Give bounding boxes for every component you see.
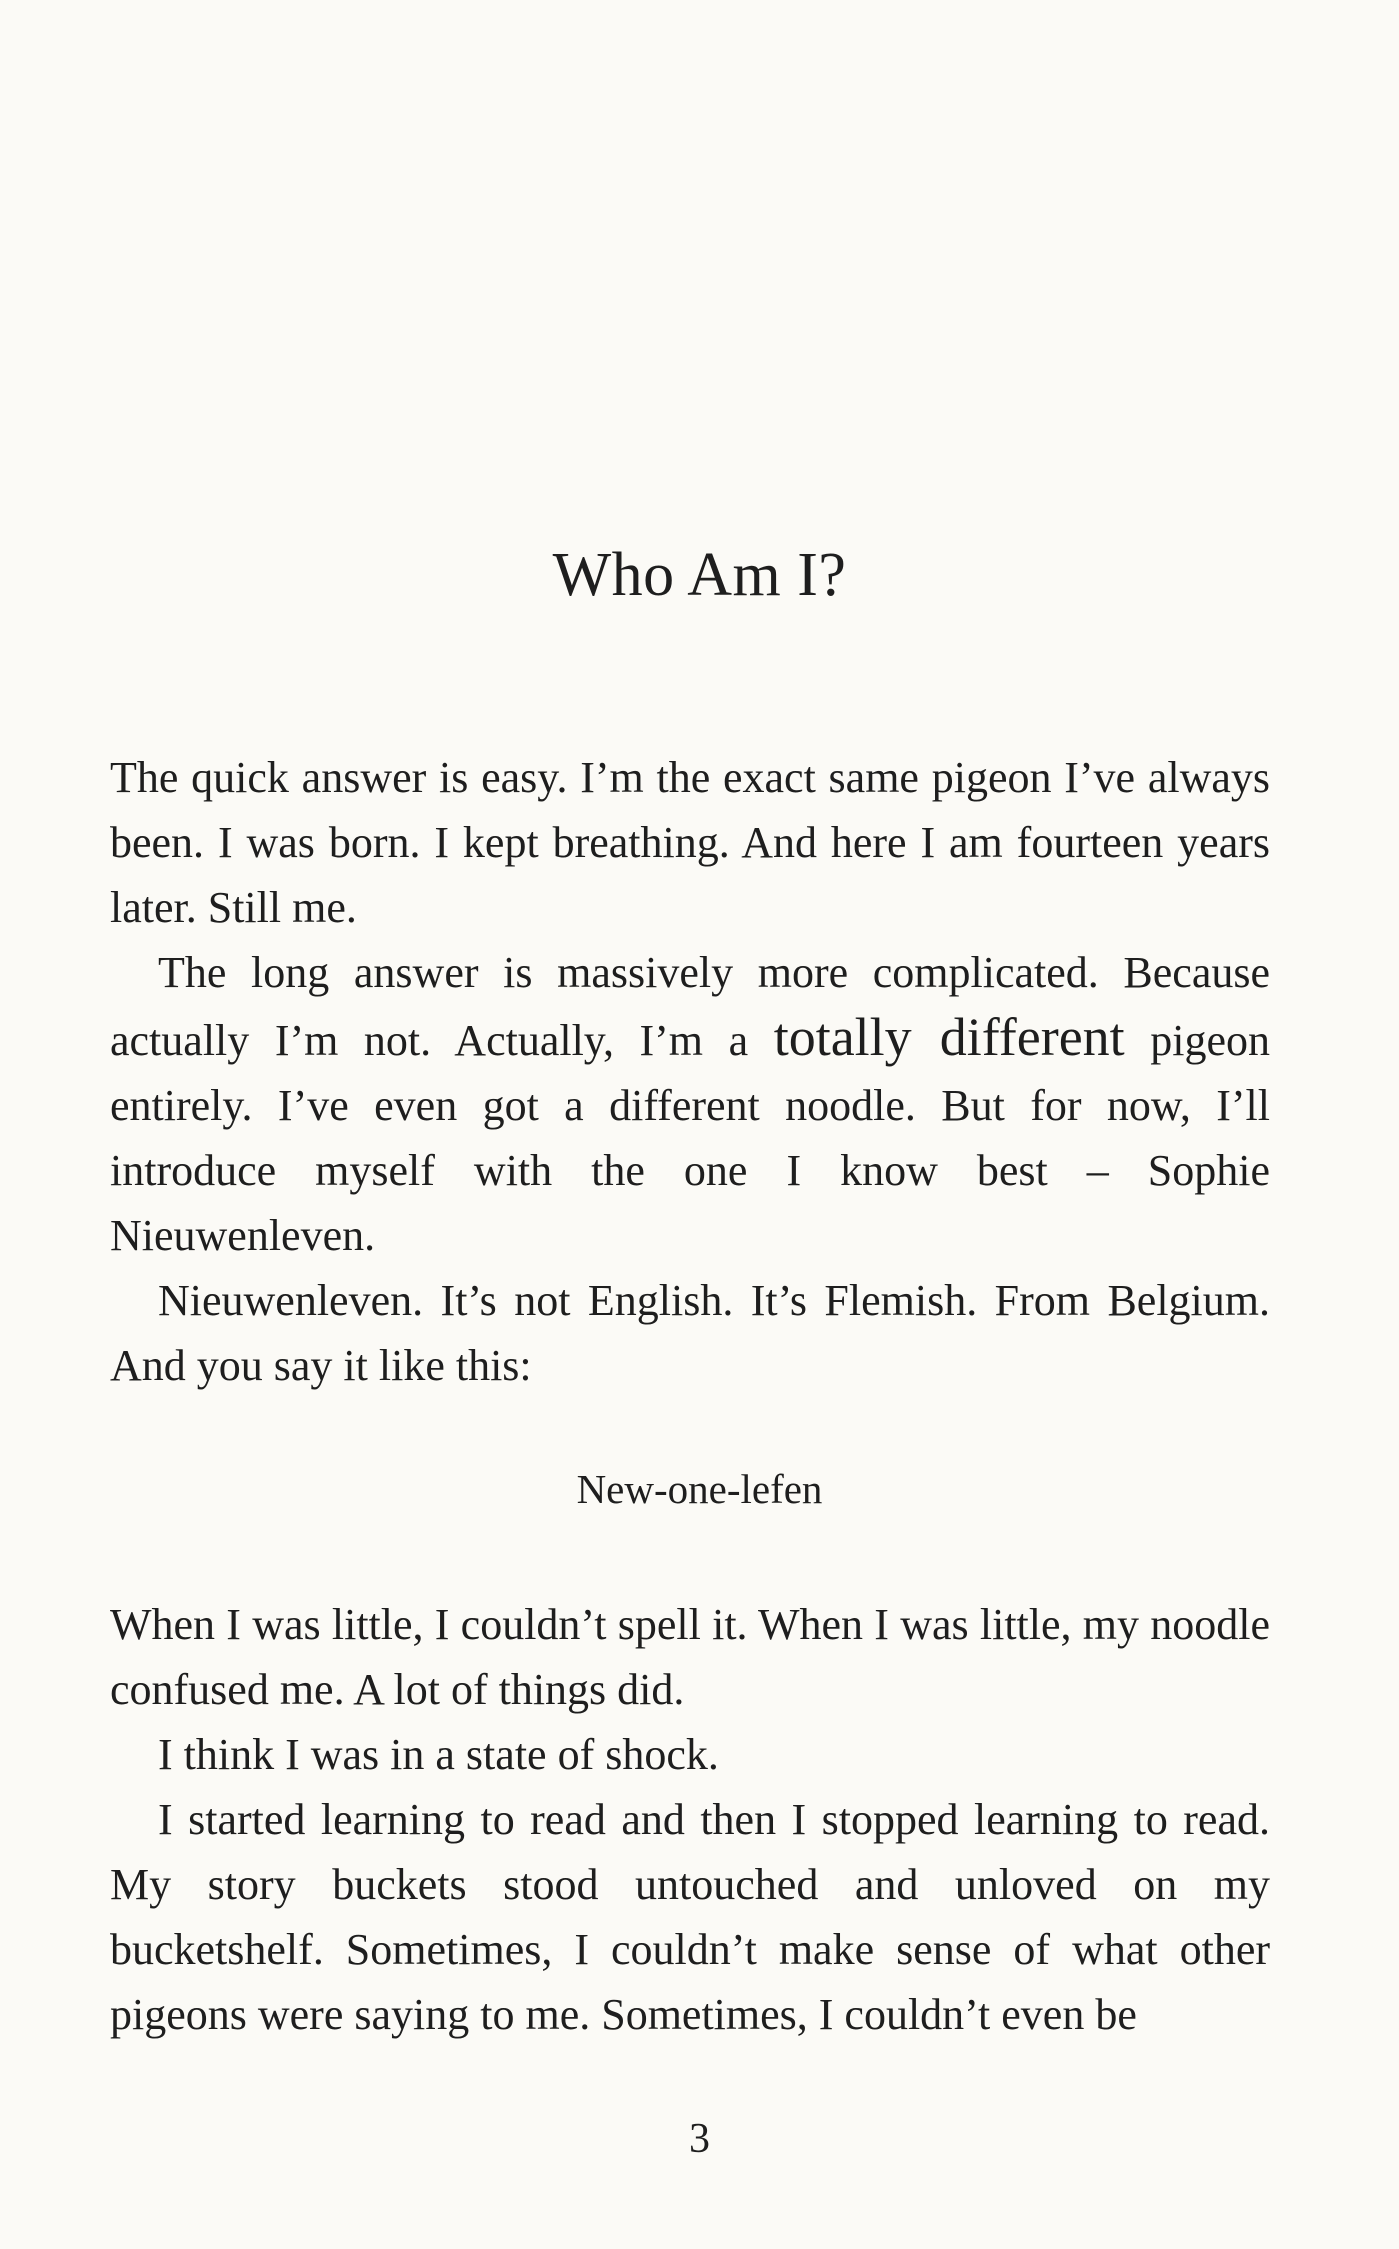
emphasized-phrase: totally different [773, 1007, 1125, 1067]
text-block-lower [110, 1592, 1270, 2047]
paragraph-3: Nieuwenleven. It’s not English. It’s Flemish. From Belgium. And you say it like this: [110, 1276, 1270, 1390]
paragraph-2-start: The long answer is massively more complicated. Because actually I’m not. Actually, I’m a [110, 948, 1270, 1065]
page-number: 3 [689, 2116, 710, 2162]
pronunciation-line: New-one-lefen [576, 1466, 823, 1512]
chapter-title: Who Am I? [552, 541, 847, 609]
paragraph-4: When I was little, I couldn’t spell it. When I was little, my noodle confused me. A lot of things did. [110, 1600, 1270, 1714]
paragraph-5: I think I was in a state of shock. [158, 1730, 719, 1779]
paragraph-1: The quick answer is easy. I’m the exact same pigeon I’ve always been. I was born. I kept breathing. And here I am fourteen years later. Still me. [110, 753, 1270, 932]
paragraph-2-end: pigeon entirely. I’ve even got a different noodle. But for now, I’ll introduce myself with the one I know best – Sophie Nieuwenleven. [110, 1016, 1270, 1260]
paragraph-6: I started learning to read and then I stopped learning to read. My story buckets stood untouched and unloved on my bucketshelf. Sometimes, I couldn’t make sense of what other pigeons were saying to me. Sometimes, I couldn’t even be [110, 1795, 1270, 2039]
text-block-upper [110, 745, 1270, 1398]
paragraph-2 [110, 940, 1270, 1268]
